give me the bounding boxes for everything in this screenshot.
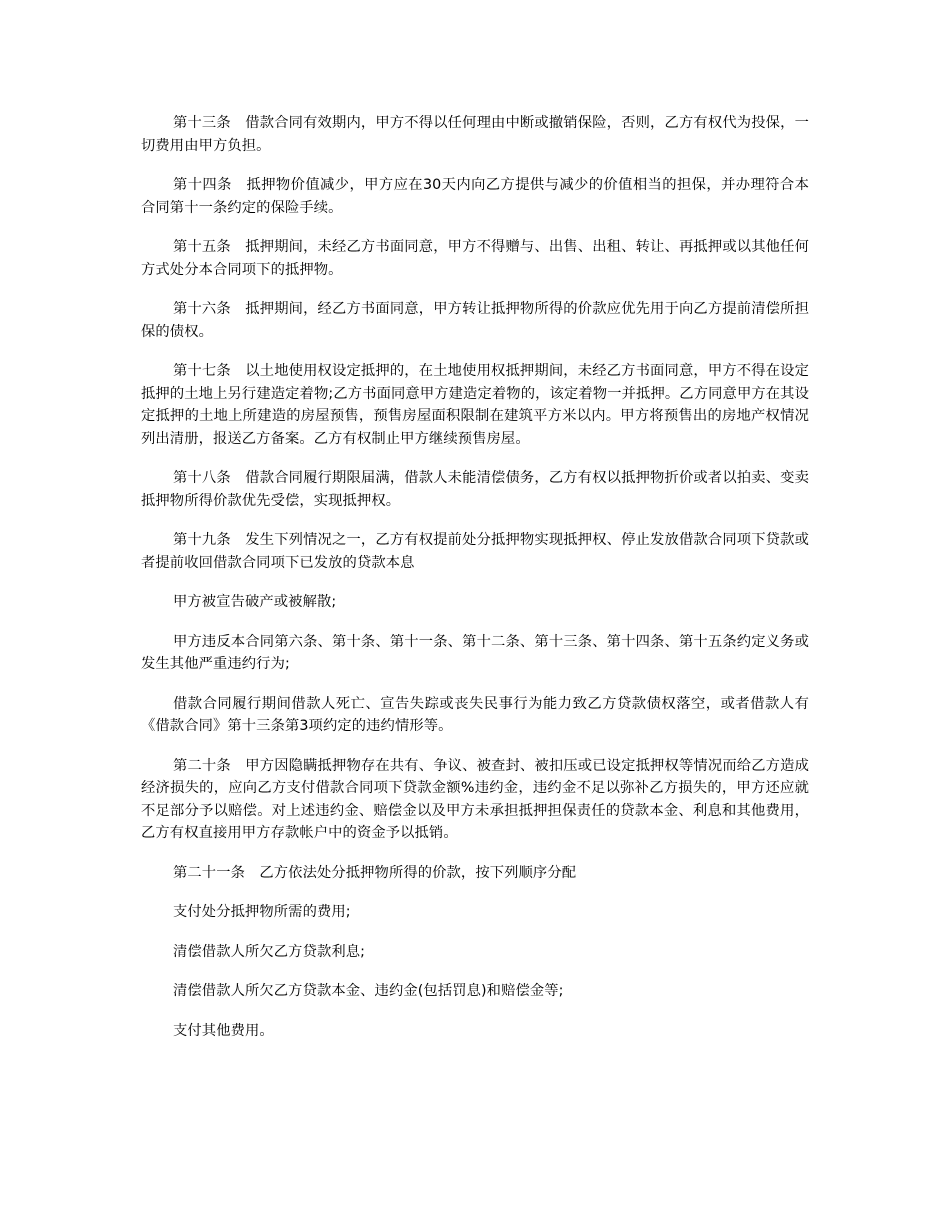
- article-21-item-4: 支付其他费用。: [173, 1022, 274, 1039]
- article-21-item-2: 清偿借款人所欠乙方贷款利息;: [173, 943, 366, 960]
- article-20-paragraph: 第二十条 甲方因隐瞒抵押物存在共有、争议、被查封、被扣压或已设定抵押权等情况而给乙方造成经济损失的，应向乙方支付借款合同项下贷款金额%违约金，违约金不足以弥补乙方损失的，甲方还应就不足部分予以赔偿。对上述违约金、赔偿金以及甲方未承担抵押担保责任的贷款本金、利息和其他费用，乙方有权直接用甲方存款帐户中的资金予以抵销。: [141, 757, 809, 841]
- article-19-item-1: 甲方被宣告破产或被解散;: [173, 594, 337, 610]
- article-16-paragraph: 第十六条 抵押期间，经乙方书面同意，甲方转让抵押物所得的价款应优先用于向乙方提前清偿所担保的债权。: [141, 301, 809, 340]
- article-19-paragraph: 第十九条 发生下列情况之一，乙方有权提前处分抵押物实现抵押权、停止发放借款合同项下贷款或者提前收回借款合同项下已发放的贷款本息: [141, 532, 809, 571]
- article-21-item-3: 清偿借款人所欠乙方贷款本金、违约金(包括罚息)和赔偿金等;: [173, 983, 564, 999]
- article-19-item-3: 借款合同履行期间借款人死亡、宣告失踪或丧失民事行为能力致乙方贷款债权落空，或者借款人有《借款合同》第十三条第3项约定的违约情形等。: [141, 695, 809, 734]
- article-17-paragraph: 第十七条 以土地使用权设定抵押的，在土地使用权抵押期间，未经乙方书面同意，甲方不得在设定抵押的土地上另行建造定着物;乙方书面同意甲方建造定着物的，该定着物一并抵押。乙方同意甲方在其设定抵押的土地上所建造的房屋预售，预售房屋面积限制在建筑平方米以内。甲方将预售出的房地产权情况列出清册，报送乙方备案。乙方有权制止甲方继续预售房屋。: [141, 363, 809, 447]
- article-14-paragraph: 第十四条 抵押物价值减少，甲方应在30天内向乙方提供与减少的价值相当的担保，并办理符合本合同第十一条约定的保险手续。: [141, 177, 809, 216]
- article-21-item-1: 支付处分抵押物所需的费用;: [173, 904, 351, 920]
- article-15-paragraph: 第十五条 抵押期间，未经乙方书面同意，甲方不得赠与、出售、出租、转让、再抵押或以其他任何方式处分本合同项下的抵押物。: [141, 239, 809, 278]
- article-18-paragraph: 第十八条 借款合同履行期限届满，借款人未能清偿债务，乙方有权以抵押物折价或者以拍卖、变卖抵押物所得价款优先受偿，实现抵押权。: [141, 470, 809, 509]
- document-body: [141, 112, 809, 1059]
- article-19-item-2: 甲方违反本合同第六条、第十条、第十一条、第十二条、第十三条、第十四条、第十五条约定义务或发生其他严重违约行为;: [141, 633, 809, 672]
- article-21-paragraph: 第二十一条 乙方依法处分抵押物所得的价款，按下列顺序分配: [173, 864, 577, 881]
- article-13-paragraph: 第十三条 借款合同有效期内，甲方不得以任何理由中断或撤销保险，否则，乙方有权代为投保，一切费用由甲方负担。: [141, 115, 809, 154]
